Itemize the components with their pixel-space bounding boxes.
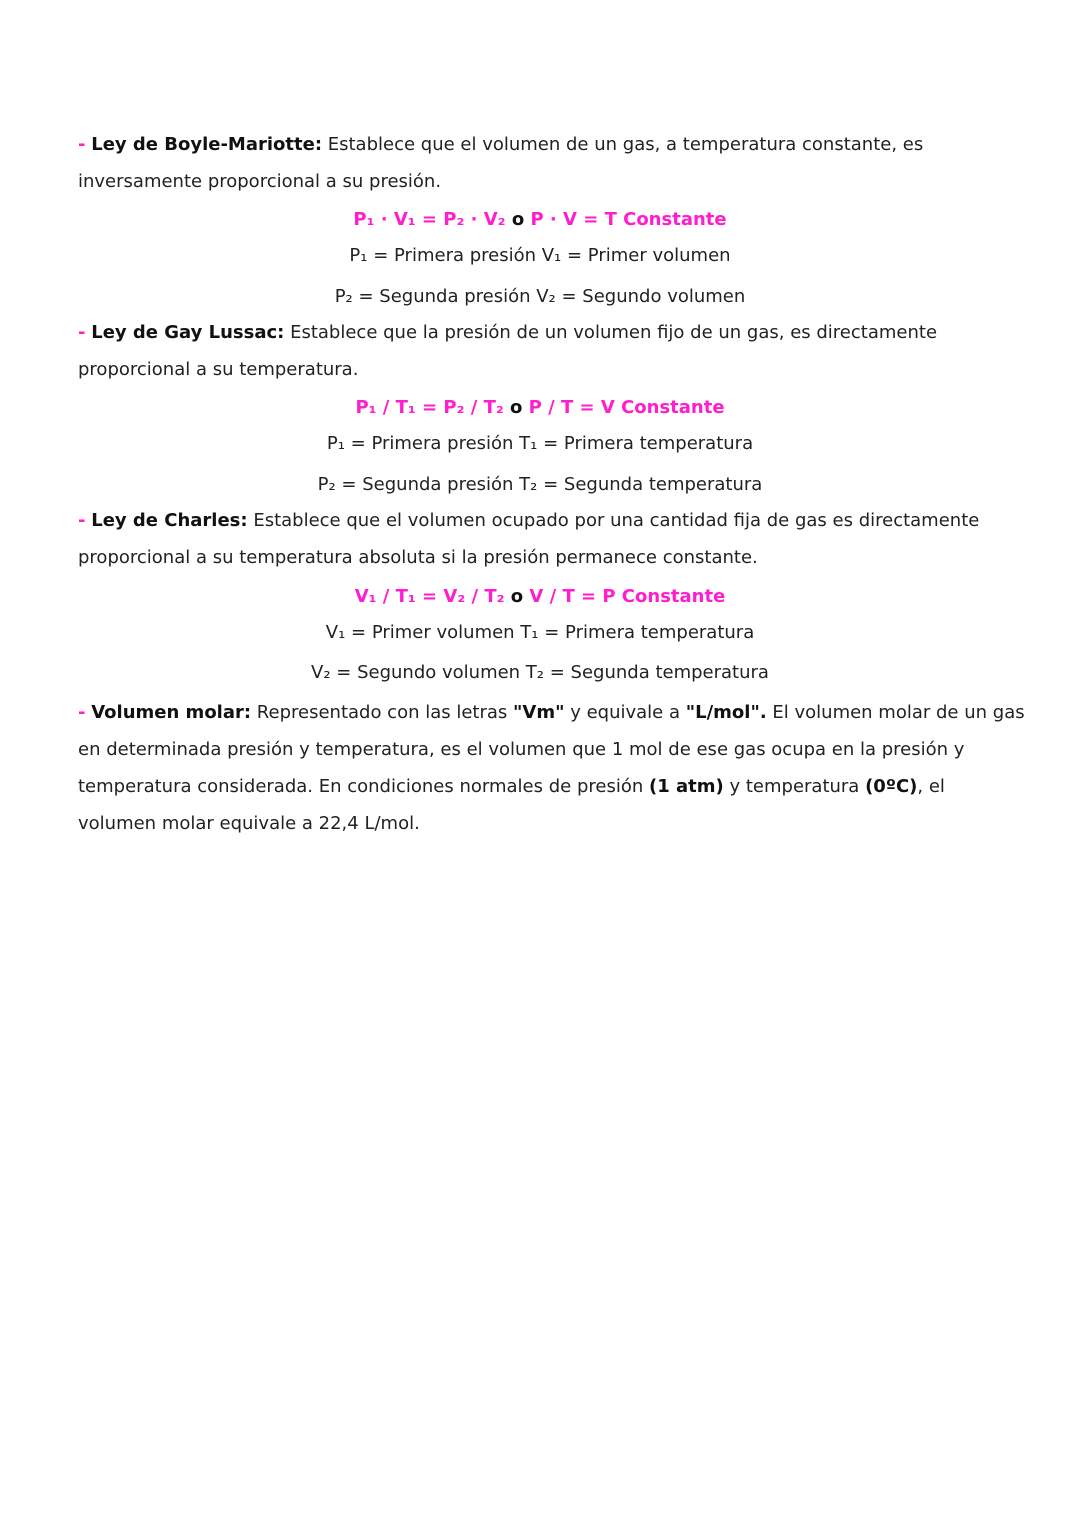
molar-text: Representado con las letras — [251, 702, 514, 723]
charles-text-2: proporcional a su temperatura absoluta si la presión permanece constante. — [78, 547, 758, 568]
molar-text-2: en determinada presión y temperatura, es el volumen que 1 mol de ese gas ocupa en la presión y — [78, 739, 965, 760]
formula-or: o — [504, 586, 530, 607]
charles-title: Ley de Charles: — [91, 510, 248, 531]
gay-def-2: P₂ = Segunda presión T₂ = Segunda temperatura — [317, 474, 763, 495]
charles-def-1: V₁ = Primer volumen T₁ = Primera temperatura — [325, 622, 755, 643]
formula-part: P / T = V Constante — [528, 397, 725, 418]
molar-text: , el — [917, 776, 945, 797]
charles-text: Establece que el volumen ocupado por una cantidad fija de gas es directamente — [247, 510, 980, 531]
molar-text-4: volumen molar equivale a 22,4 L/mol. — [78, 813, 420, 834]
charles-formula — [0, 585, 1080, 609]
boyle-text-2: inversamente proporcional a su presión. — [78, 171, 442, 192]
molar-text: El volumen molar de un gas — [766, 702, 1025, 723]
formula-part: P₁ · V₁ = P₂ · V₂ — [353, 209, 506, 230]
molar-temp: (0ºC) — [865, 776, 918, 797]
molar-line-3 — [78, 775, 945, 799]
charles-def-2: V₂ = Segundo volumen T₂ = Segunda temperatura — [311, 662, 769, 683]
boyle-def-1: P₁ = Primera presión V₁ = Primer volumen — [349, 245, 731, 266]
molar-atm: (1 atm) — [648, 776, 724, 797]
bullet-dash: - — [78, 510, 86, 531]
formula-or: o — [503, 397, 529, 418]
formula-or: o — [505, 209, 531, 230]
bullet-dash: - — [78, 134, 86, 155]
gay-def-1: P₁ = Primera presión T₁ = Primera temperatura — [326, 433, 754, 454]
boyle-text: Establece que el volumen de un gas, a temperatura constante, es — [322, 134, 924, 155]
molar-text: y equivale a — [564, 702, 686, 723]
gay-text: Establece que la presión de un volumen fijo de un gas, es directamente — [284, 322, 938, 343]
molar-title: Volumen molar: — [91, 702, 252, 723]
gay-heading-line — [78, 321, 937, 345]
boyle-heading-line — [78, 133, 923, 157]
molar-lmol: "L/mol". — [685, 702, 767, 723]
gay-title: Ley de Gay Lussac: — [91, 322, 285, 343]
formula-part: P₁ / T₁ = P₂ / T₂ — [355, 397, 504, 418]
molar-text: temperatura considerada. En condiciones normales de presión — [78, 776, 649, 797]
molar-vm: "Vm" — [513, 702, 565, 723]
formula-part: P · V = T Constante — [530, 209, 727, 230]
boyle-formula — [0, 208, 1080, 232]
gay-formula — [0, 396, 1080, 420]
formula-part: V / T = P Constante — [529, 586, 726, 607]
gay-text-2: proporcional a su temperatura. — [78, 359, 359, 380]
molar-text: y temperatura — [723, 776, 866, 797]
boyle-def-2: P₂ = Segunda presión V₂ = Segundo volumen — [334, 286, 746, 307]
molar-heading-line — [78, 701, 1025, 725]
formula-part: V₁ / T₁ = V₂ / T₂ — [354, 586, 505, 607]
bullet-dash: - — [78, 702, 86, 723]
charles-heading-line — [78, 509, 979, 533]
boyle-title: Ley de Boyle-Mariotte: — [91, 134, 323, 155]
bullet-dash: - — [78, 322, 86, 343]
